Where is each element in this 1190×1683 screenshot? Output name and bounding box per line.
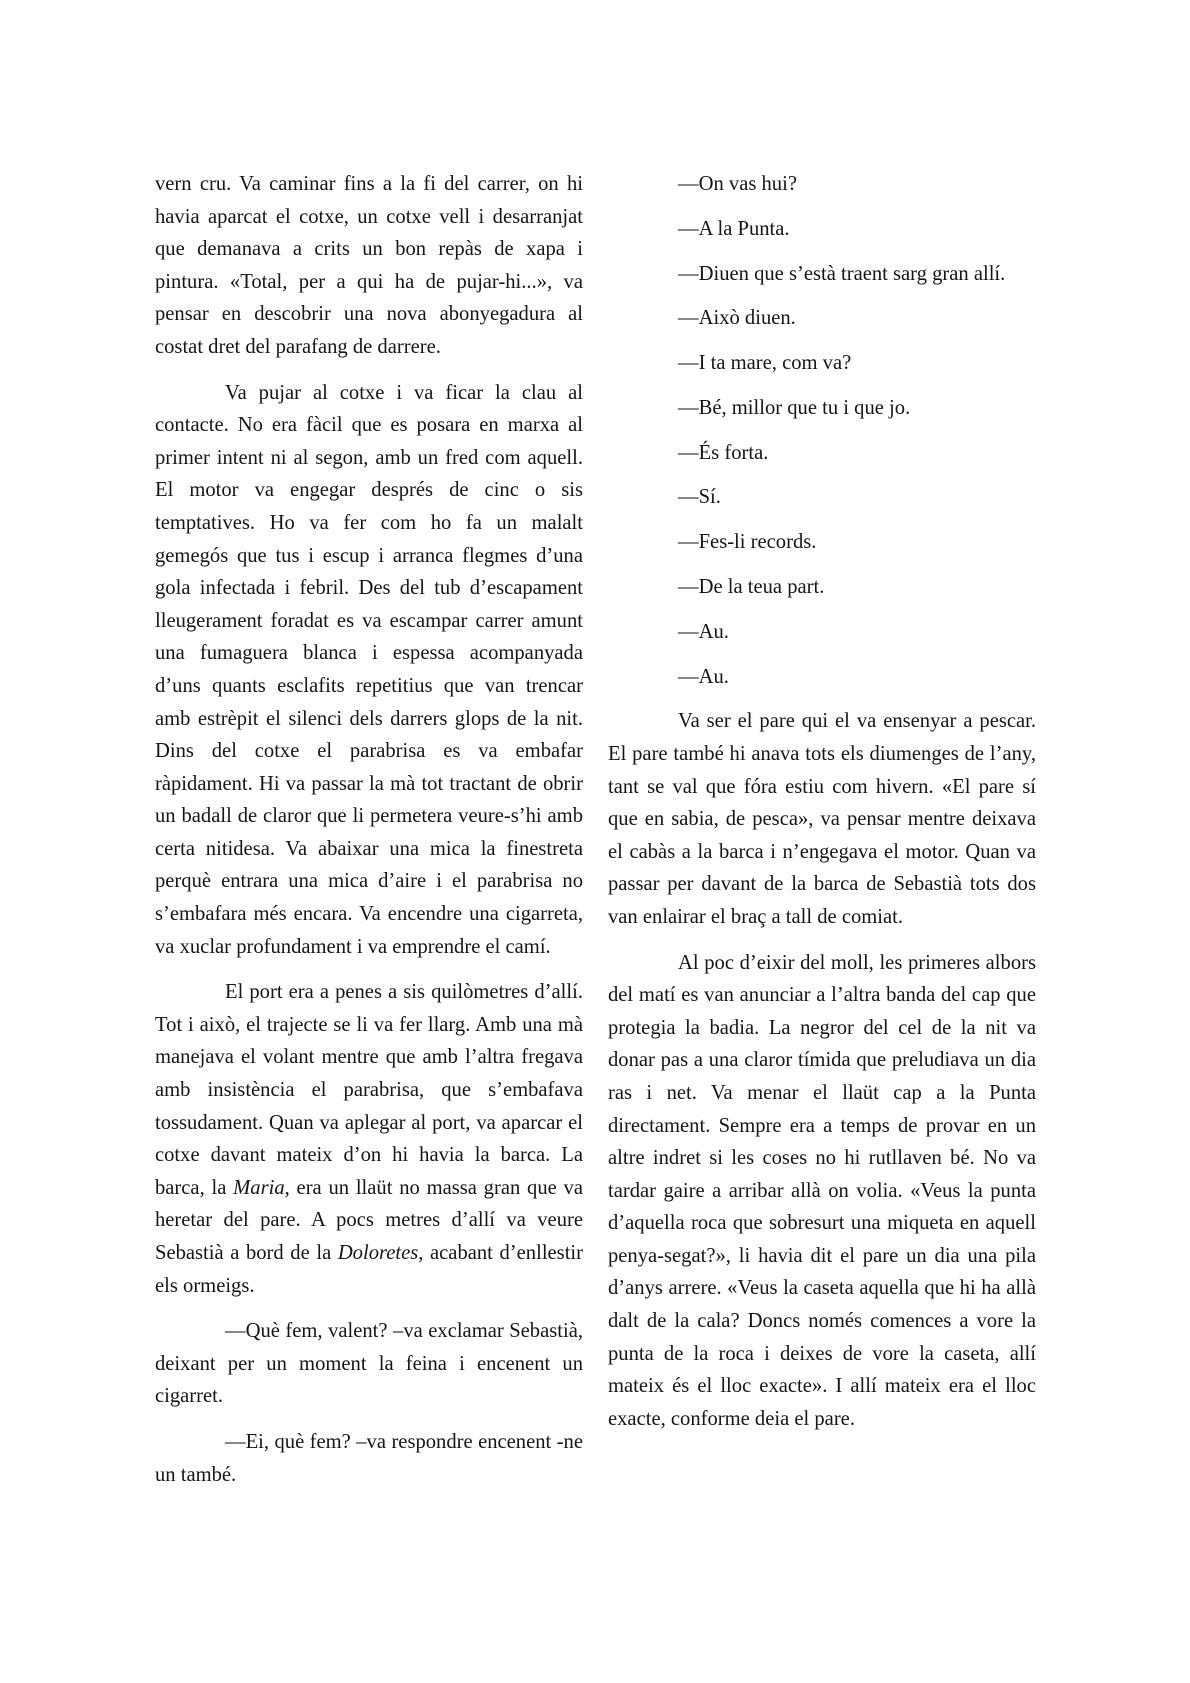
dialogue-line: —Diuen que s’està traent sarg gran allí.: [678, 262, 1006, 285]
dialogue-line: —Au.: [678, 620, 729, 643]
paragraph: [608, 705, 1036, 933]
text-segment: , era un llaüt no massa gran que va heretar del pare. A pocs metres d’allí va veure Sebastià a bord de la: [155, 1176, 583, 1264]
dialogue-line: —Bé, millor que tu i que jo.: [678, 396, 911, 419]
dialogue-line: —De la teua part.: [678, 576, 825, 599]
dialogue-line: —És forta.: [678, 441, 769, 464]
dialogue-line: —I ta mare, com va?: [678, 352, 852, 375]
dialogue-line: —Au.: [678, 665, 729, 688]
dialogue-block: [608, 168, 1036, 693]
italic-text: Doloretes: [337, 1242, 419, 1264]
italic-text: Maria: [233, 1176, 285, 1199]
dialogue-line: —Sí.: [678, 486, 721, 509]
text-segment: —Ei, què fem? –va respondre encenent -ne un també.: [155, 1430, 583, 1486]
text-segment: Al poc d’eixir del moll, les primeres albors del matí es van anunciar a l’altra banda del cap que protegia la badia. La negror del cel de la nit va donar pas a una claror tímida que preludiava un dia ras i net. Va menar el llaüt cap a la Punta directament. Sempre era a temps de provar en un altre indret si les coses no hi rutllaven bé. No va tardar gaire a arribar allà on volia. «Veus la punta d’aquella roca que sobresurt una miqueta en aquell penya-segat?», li havia dit el pare un dia una pila d’anys arrere. «Veus la caseta aquella que hi ha allà dalt de la cala? Doncs només comences a vore la punta de la roca i deixes de vore la caseta, allí mateix és el lloc exacte». I allí mateix era el lloc exacte, conforme deia el pare.: [608, 951, 1036, 1430]
text-segment: Va pujar al cotxe i va ficar la clau al contacte. No era fàcil que es posara en marxa al primer intent ni al segon, amb un fred com aquell. El motor va engegar després de cinc o sis temptatives. Ho va fer com ho fa un malalt gemegós que tus i escup i arranca flegmes d’una gola infectada i febril. Des del tub d’escapament lleugerament foradat es va escampar carrer amunt una fumaguera blanca i espessa acompanyada d’uns quants esclafits repetitius que van trencar amb estrèpit el silenci dels darrers glops de la nit. Dins del cotxe el parabrisa es va embafar ràpidament. Hi va passar la mà tot tractant de obrir un badall de claror que li permetera veure-s’hi amb certa nitidesa. Va abaixar una mica la finestreta perquè entrara una mica d’aire i el parabrisa no s’embafara més encara. Va encendre una cigarreta, va xuclar profundament i va emprendre el camí.: [155, 381, 583, 958]
paragraph: [155, 1315, 583, 1413]
paragraph: [155, 1426, 583, 1491]
right-paragraphs: [608, 705, 1036, 1435]
dialogue-line: —Fes-li records.: [678, 531, 817, 554]
paragraph: [155, 377, 583, 964]
paragraph: [155, 976, 583, 1302]
text-segment: —Què fem, valent? –va exclamar Sebastià, deixant per un moment la feina i encenent un cigarret.: [155, 1320, 583, 1408]
dialogue-line: —On vas hui?: [678, 173, 797, 195]
right-column: [608, 168, 1036, 1448]
left-column: [155, 168, 583, 1504]
paragraph: [155, 168, 583, 364]
text-segment: vern cru. Va caminar fins a la fi del carrer, on hi havia aparcat el cotxe, un cotxe vell i desarranjat que demanava a crits un bon repàs de xapa i pintura. «Total, per a qui ha de pujar-hi...», va pensar en descobrir una nova abonyegadura al costat dret del parafang de darrere.: [155, 173, 583, 358]
text-segment: El port era a penes a sis quilòmetres d’allí. Tot i això, el trajecte se li va fer llarg. Amb una mà manejava el volant mentre que amb l’altra fregava amb insistència el parabrisa, que s’embafava tossudament. Quan va aplegar al port, va aparcar el cotxe davant mateix d’on hi havia la barca. La barca, la: [155, 981, 583, 1199]
dialogue-line: —Això diuen.: [678, 307, 796, 330]
dialogue-line: —A la Punta.: [678, 217, 790, 240]
text-segment: , acabant d’enllestir els ormeigs.: [155, 1242, 583, 1297]
paragraph: [608, 947, 1036, 1436]
text-segment: Va ser el pare qui el va ensenyar a pescar. El pare també hi anava tots els diumenges de l’any, tant se val que fóra estiu com hivern. «El pare sí que en sabia, de pesca», va pensar mentre deixava el cabàs a la barca i n’engegava el motor. Quan va passar per davant de la barca de Sebastià tots dos van enlairar el braç a tall de comiat.: [608, 710, 1036, 928]
